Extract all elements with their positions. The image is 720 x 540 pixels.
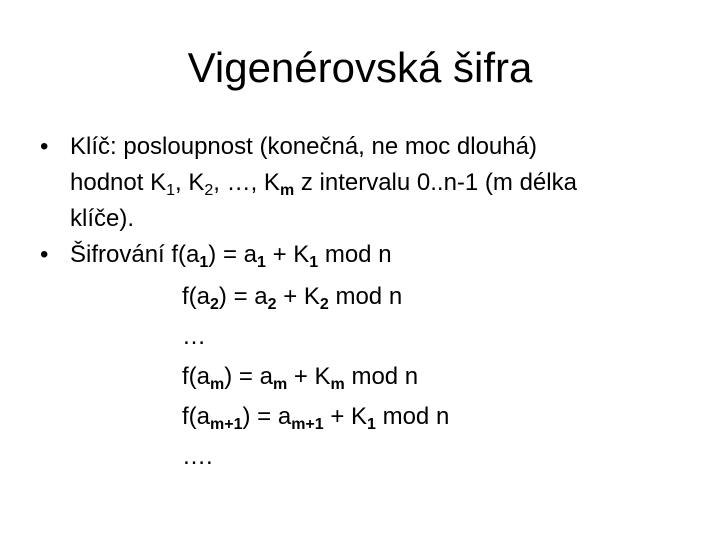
bullet2-line3: … [182, 323, 206, 350]
bullet1-line1: Klíč: posloupnost (konečná, ne moc dlouhá) [70, 133, 537, 160]
slide-title: Vigenérovská šifra [187, 44, 533, 91]
bullet2-line2: $f(a_2) = a_2 + K_2$ mod n [182, 283, 403, 313]
bullet1-line3: klíče). [70, 205, 135, 232]
bullet1-line2: hodnot $K_1$, $K_2$, …, $K_m$ z intervalu 0..n-1 (m délka [70, 169, 577, 199]
bullet2-line4: $f(a_m) = a_m + K_m$ mod n [182, 363, 419, 393]
bullet-marker: • [40, 133, 49, 160]
bullet-marker: • [40, 241, 49, 268]
bullet2-line1: Šifrování $f(a_1) = a_1 + K_1$ mod n [70, 241, 392, 271]
bullet2-line6: …. [182, 443, 213, 470]
bullet2-line5: $f(a_{m+1}) = a_{m+1} + K_1$ mod n [182, 403, 450, 433]
